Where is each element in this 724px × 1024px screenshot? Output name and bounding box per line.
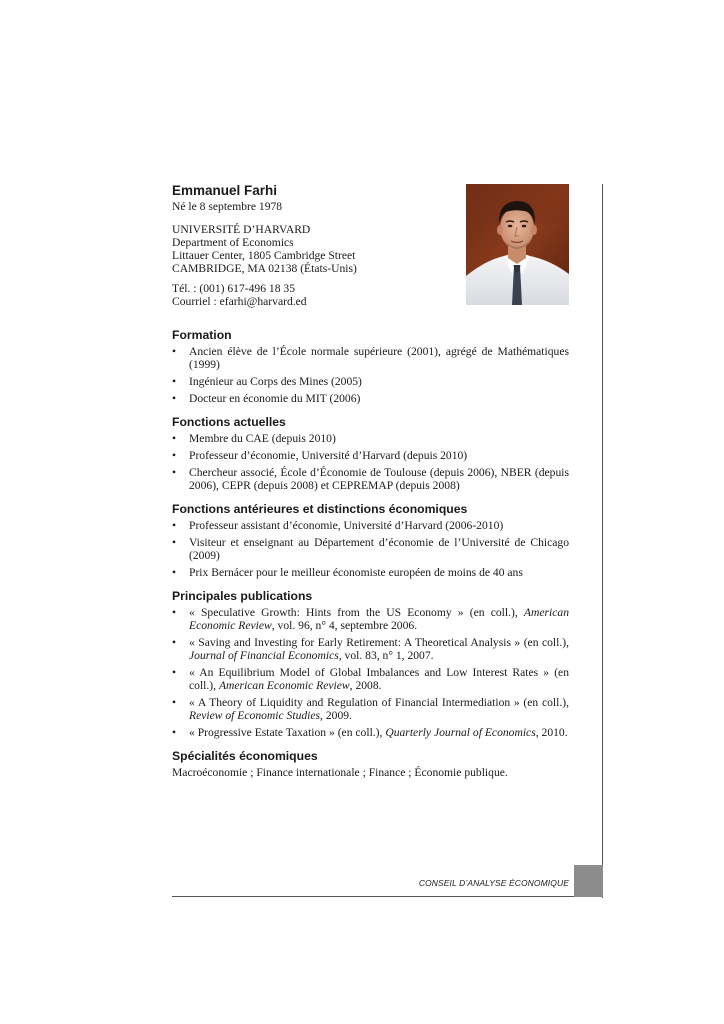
journal-name: Review of Economic Studies	[189, 709, 321, 722]
publication-details: , vol. 83, n° 1, 2007.	[338, 649, 434, 662]
right-vertical-rule	[602, 184, 603, 898]
footer-label: CONSEIL D’ANALYSE ÉCONOMIQUE	[418, 878, 569, 888]
bullet-list	[172, 519, 569, 579]
journal-name: American Economic Review	[218, 679, 350, 692]
person-name: Emmanuel Farhi	[172, 183, 278, 198]
publication-item	[172, 726, 569, 739]
institution: UNIVERSITÉ D’HARVARD	[172, 223, 311, 236]
section-title: Formation	[172, 328, 232, 342]
journal-name: American Economic Review	[189, 606, 569, 632]
department: Department of Economics	[172, 236, 294, 249]
list-item: • Professeur assistant d’économie, Université d’Harvard (2006-2010)	[172, 519, 569, 532]
publication-title: « An Equilibrium Model of Global Imbalances and Low Interest Rates » (en coll.),	[189, 666, 569, 692]
section-current-positions	[172, 415, 569, 492]
publication-title: « Progressive Estate Taxation » (en coll.),	[189, 726, 386, 739]
publication-details: , vol. 96, n° 4, septembre 2006.	[271, 619, 418, 632]
journal-name: Journal of Financial Economics	[189, 649, 339, 662]
publication-item	[172, 696, 569, 722]
section-title: Fonctions actuelles	[172, 415, 286, 429]
section-formation	[172, 328, 569, 405]
journal-name: Quarterly Journal of Economics	[385, 726, 536, 739]
list-item: • Ancien élève de l’École normale supérieure (2001), agrégé de Mathématiques (1999)	[172, 345, 569, 371]
page-tab-marker	[574, 865, 603, 897]
cv-content	[172, 183, 569, 779]
section-publications	[172, 589, 569, 739]
list-item: • Chercheur associé, École d’Économie de Toulouse (depuis 2006), NBER (depuis 2006), CEPR (depuis 2008) et CEPREMAP (depuis 2008)	[172, 466, 569, 492]
publication-item	[172, 636, 569, 662]
publication-details: , 2008.	[349, 679, 382, 692]
list-item: • Visiteur et enseignant au Département d’économie de l’Université de Chicago (2009)	[172, 536, 569, 562]
list-item: • Professeur d’économie, Université d’Harvard (depuis 2010)	[172, 449, 569, 462]
list-item: • Ingénieur au Corps des Mines (2005)	[172, 375, 569, 388]
section-previous-positions	[172, 502, 569, 579]
list-item: • Membre du CAE (depuis 2010)	[172, 432, 569, 445]
bullet-list	[172, 432, 569, 492]
bullet-list	[172, 345, 569, 405]
address-line-2: CAMBRIDGE, MA 02138 (États-Unis)	[172, 262, 357, 275]
publication-item	[172, 606, 569, 632]
publication-details: , 2010.	[535, 726, 568, 739]
section-title: Principales publications	[172, 589, 313, 603]
section-title: Spécialités économiques	[172, 749, 318, 763]
publication-item	[172, 666, 569, 692]
list-item: • Prix Bernácer pour le meilleur économiste européen de moins de 40 ans	[172, 566, 569, 579]
publication-title: « A Theory of Liquidity and Regulation of Financial Intermediation » (en coll.),	[189, 696, 569, 709]
list-item: • Docteur en économie du MIT (2006)	[172, 392, 569, 405]
specialties-text: Macroéconomie ; Finance internationale ; Finance ; Économie publique.	[172, 766, 508, 779]
section-specialties	[172, 749, 569, 779]
publication-title: « Speculative Growth: Hints from the US Economy » (en coll.),	[189, 606, 524, 619]
phone: Tél. : (001) 617-496 18 35	[172, 282, 296, 295]
bullet-list	[172, 606, 569, 739]
email: Courriel : efarhi@harvard.ed	[172, 295, 307, 308]
birth-date: Né le 8 septembre 1978	[172, 200, 283, 213]
section-title: Fonctions antérieures et distinctions économiques	[172, 502, 468, 516]
address-line-1: Littauer Center, 1805 Cambridge Street	[172, 249, 356, 262]
publication-title: « Saving and Investing for Early Retirement: A Theoretical Analysis » (en coll.),	[189, 636, 569, 649]
publication-details: , 2009.	[320, 709, 352, 722]
bottom-horizontal-rule	[172, 896, 603, 897]
